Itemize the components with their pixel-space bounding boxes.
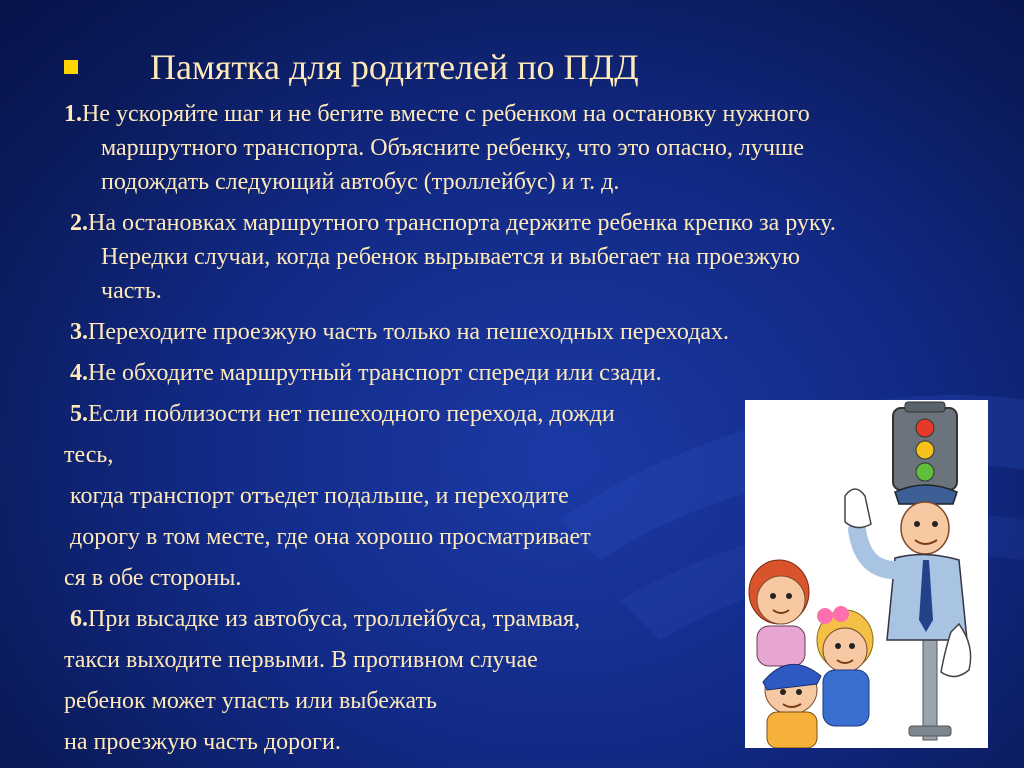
item-5-line-5: ся в обе стороны.	[64, 565, 242, 591]
illustration-drawing	[745, 400, 988, 748]
item-6-line-3: ребенок может упасть или выбежать	[64, 688, 437, 714]
item-4-line-1: 4.Не обходите маршрутный транспорт спереди или сзади.	[70, 360, 662, 386]
item-4-number: 4.	[70, 360, 88, 386]
item-5-line-3: когда транспорт отъедет подальше, и переходите	[64, 483, 569, 509]
item-2-line-1: 2.На остановках маршрутного транспорта держите ребенка крепко за руку.	[70, 210, 836, 236]
item-2-line-2: Нередки случаи, когда ребенок вырывается и выбегает на проезжую	[101, 244, 800, 270]
item-5-line-1: 5.Если поблизости нет пешеходного перехода, дожди	[70, 401, 615, 427]
item-2-number: 2.	[70, 210, 88, 236]
item-6-line-1: 6.При высадке из автобуса, троллейбуса, трамвая,	[70, 606, 581, 632]
item-6-number: 6.	[70, 606, 88, 632]
item-1-line-3: подождать следующий автобус (троллейбус) и т. д.	[101, 169, 620, 195]
item-6-line-4: на проезжую часть дороги.	[64, 729, 341, 755]
item-6-line-2: такси выходите первыми. В противном случае	[64, 647, 538, 673]
item-3-line-1: 3.Переходите проезжую часть только на пешеходных переходах.	[70, 319, 730, 345]
item-5-line-4: дорогу в том месте, где она хорошо просматривает	[64, 524, 591, 550]
item-2-line-3: часть.	[101, 278, 162, 304]
page-title: Памятка для родителей по ПДД	[150, 47, 639, 87]
item-1-number: 1.	[64, 101, 82, 127]
item-3-number: 3.	[70, 319, 88, 345]
item-1-line-1: 1.Не ускоряйте шаг и не бегите вместе с ребенком на остановку нужного	[64, 101, 810, 127]
traffic-light-policeman-illustration	[745, 400, 988, 748]
item-5-line-2: тесь,	[64, 442, 114, 468]
item-5-number: 5.	[70, 401, 88, 427]
item-1-line-2: маршрутного транспорта. Объясните ребенку, что это опасно, лучше	[101, 135, 805, 161]
